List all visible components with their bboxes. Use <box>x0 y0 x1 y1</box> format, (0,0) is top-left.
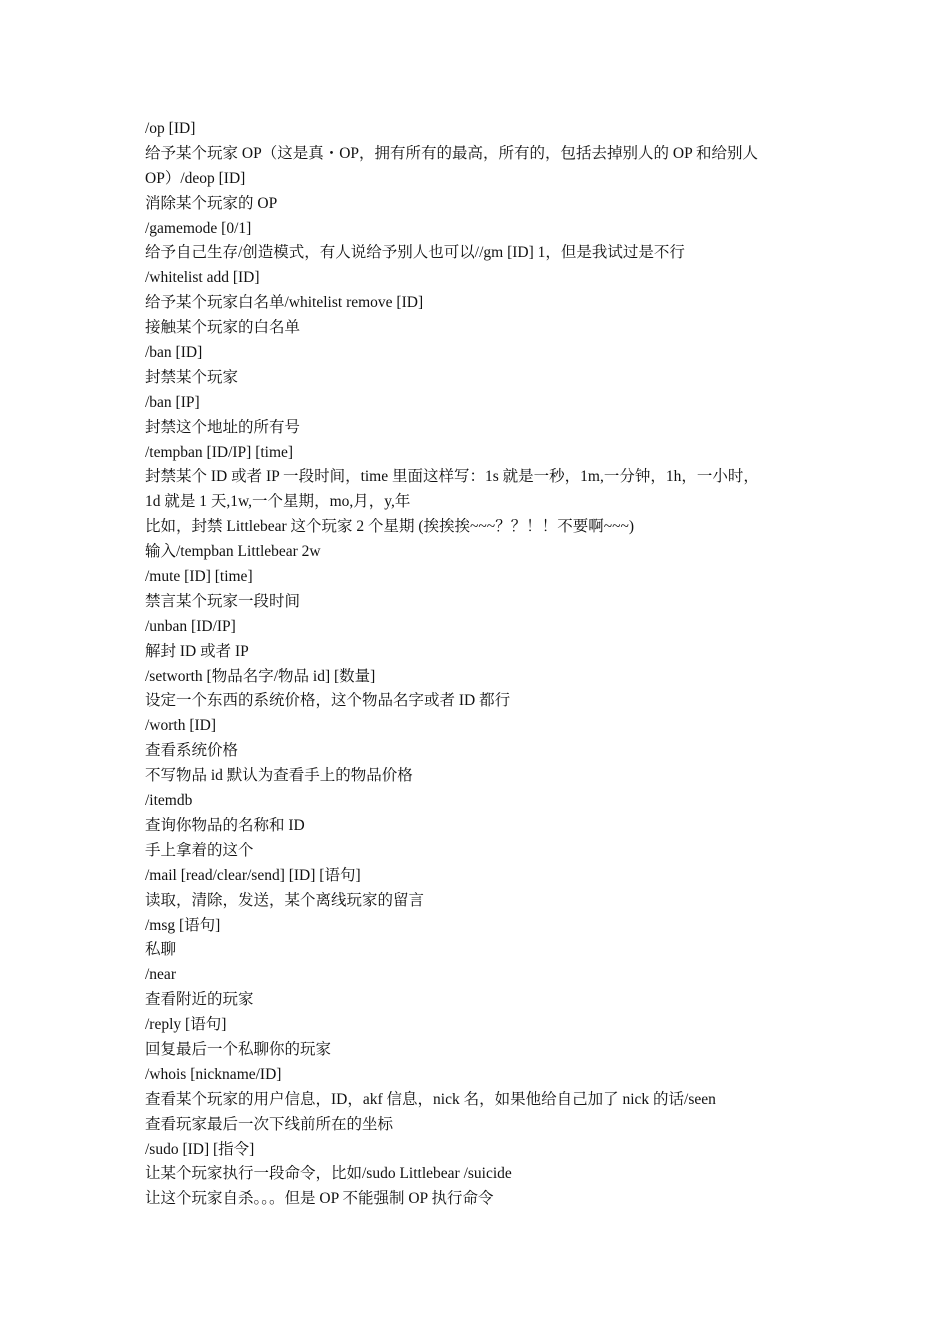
text-line: 回复最后一个私聊你的玩家 <box>145 1040 332 1058</box>
text-line: 私聊 <box>145 941 177 959</box>
text-line: /unban [ID/IP] <box>145 617 236 635</box>
text-line: /tempban [ID/IP] [time] <box>145 443 294 461</box>
text-line: /near <box>145 966 176 984</box>
text-line: /op [ID] <box>145 120 196 137</box>
text-line: 封禁这个地址的所有号 <box>145 418 301 436</box>
text-line: 手上拿着的这个 <box>145 841 254 859</box>
text-line: 查看玩家最后一次下线前所在的坐标 <box>145 1115 394 1133</box>
text-line: 封禁某个 ID 或者 IP 一段时间，time 里面这样写：1s 就是一秒，1m,一分钟，1h，一小时， <box>145 468 759 486</box>
text-line: /setworth [物品名字/物品 id] [数量] <box>145 667 376 685</box>
text-line: /ban [IP] <box>145 393 200 411</box>
text-line: 查看附近的玩家 <box>145 991 254 1009</box>
text-line: 给予某个玩家 OP（这是真・OP，拥有所有的最高，所有的，包括去掉别人的 OP 和给别人 <box>145 144 758 162</box>
text-line: /reply [语句] <box>145 1016 227 1034</box>
document-body <box>145 117 820 1212</box>
text-line: 不写物品 id 默认为查看手上的物品价格 <box>145 767 413 785</box>
text-line: /ban [ID] <box>145 344 203 362</box>
text-line: 给予自己生存/创造模式，有人说给予别人也可以//gm [ID] 1，但是我试过是不行 <box>145 244 685 262</box>
text-line: /whitelist add [ID] <box>145 269 260 287</box>
text-line: 读取，清除，发送，某个离线玩家的留言 <box>145 891 425 909</box>
text-line: 查看系统价格 <box>145 742 239 760</box>
text-line: 封禁某个玩家 <box>145 368 239 386</box>
text-line: OP）/deop [ID] <box>145 169 246 187</box>
text-line: 1d 就是 1 天,1w,一个星期，mo,月，y,年 <box>145 493 411 511</box>
text-line: 比如，封禁 Littlebear 这个玩家 2 个星期 (挨挨挨~~~？？！！不要啊~~~) <box>145 518 635 536</box>
text-line: /gamemode [0/1] <box>145 219 252 237</box>
text-line: 解封 ID 或者 IP <box>145 642 249 660</box>
text-line: 让某个玩家执行一段命令，比如/sudo Littlebear /suicide <box>145 1165 512 1183</box>
text-line: /mute [ID] [time] <box>145 568 253 586</box>
text-line: /itemdb <box>145 792 193 810</box>
text-line: 给予某个玩家白名单/whitelist remove [ID] <box>145 294 424 312</box>
text-line: 查看某个玩家的用户信息，ID，akf 信息，nick 名，如果他给自己加了 nick 的话/seen <box>145 1090 716 1108</box>
text-line: 让这个玩家自杀。。。但是 OP 不能强制 OP 执行命令 <box>145 1190 494 1208</box>
text-line: 消除某个玩家的 OP <box>145 194 278 212</box>
text-line: 输入/tempban Littlebear 2w <box>145 543 321 561</box>
text-line: 设定一个东西的系统价格，这个物品名字或者 ID 都行 <box>145 692 511 710</box>
text-line: 禁言某个玩家一段时间 <box>145 592 301 610</box>
text-line: /worth [ID] <box>145 717 217 735</box>
text-line: /whois [nickname/ID] <box>145 1065 282 1083</box>
text-line: /mail [read/clear/send] [ID] [语句] <box>145 866 361 884</box>
text-line: 查询你物品的名称和 ID <box>145 816 305 834</box>
text-line: /msg [语句] <box>145 916 221 934</box>
text-line: 接触某个玩家的白名单 <box>145 319 301 337</box>
text-line: /sudo [ID] [指令] <box>145 1140 255 1158</box>
